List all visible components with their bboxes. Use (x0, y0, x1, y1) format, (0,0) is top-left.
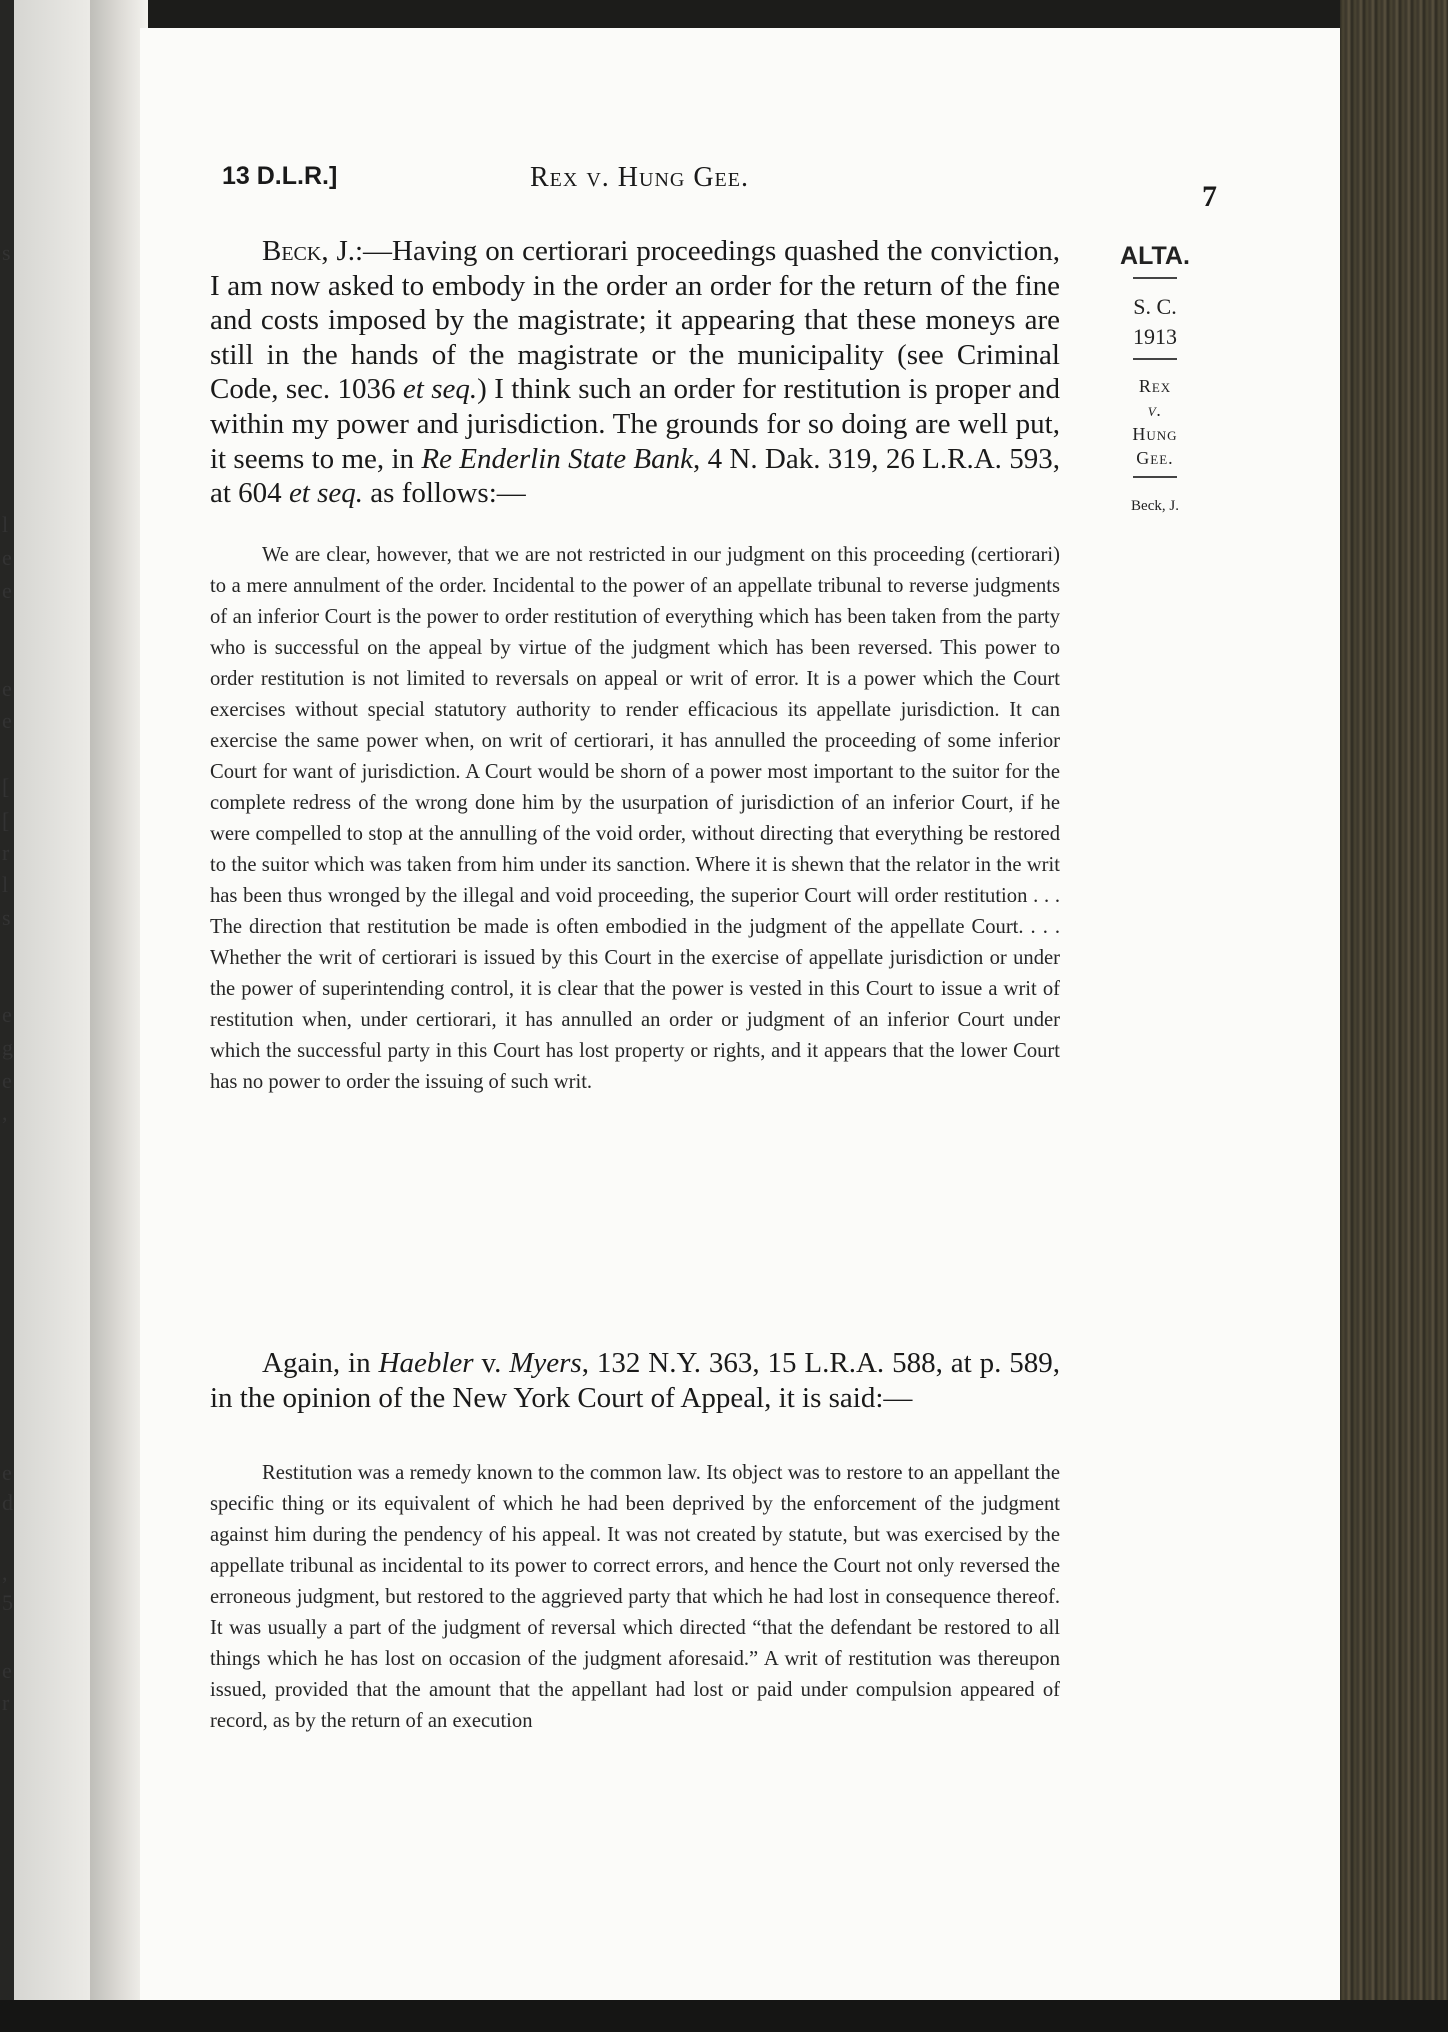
reporter-citation: 13 D.L.R.] (222, 162, 338, 190)
divider (1133, 476, 1177, 478)
quote-text: We are clear, however, that we are not restricted in our judgment on this proceeding (certiorari) to a mere annulment of the order. Incidental to the power of an appellate tribunal to reverse judgments of an inferior Court is the power to order restitution of everything which has been taken from the party who is successful on the appeal by virtue of the judgment which has been reversed. This power to order restitution is not limited to reversals on appeal or writ of error. It is a power which the Court exercises without special statutory authority to render efficacious its appellate jurisdiction. It can exercise the same power when, on writ of certiorari, it has annulled the proceeding of some inferior Court for want of jurisdiction. A Court would be shorn of a power most important to the suitor for the complete redress of the wrong done him by the usurpation of jurisdiction of an inferior Court, if he were compelled to stop at the annulling of the void order, without directing that everything be restored to the suitor which was taken from him under its sanction. Where it is shewn that the relator in the writ has been thus wronged by the illegal and void proceeding, the superior Court will order restitution . . . The direction that restitution be made is often embodied in the judgment of the appellate Court. . . . Whether the writ of certiorari is issued by this Court in the exercise of appellate jurisdiction or under the power of superintending control, it is clear that the power is vested in this Court to issue a writ of restitution when, under certiorari, it has annulled an order or judgment of an inferior Court under which the successful party in this Court has lost property or rights, and it appears that the lower Court has no power to order the issuing of such writ. (210, 544, 1060, 1093)
page-edges (1340, 0, 1448, 2032)
paragraph-text: Again, in (262, 1347, 379, 1379)
fragment: 5 (2, 1590, 13, 1615)
fragment: e (2, 545, 12, 570)
block-quote (210, 1458, 1060, 1737)
case-name: Myers (509, 1347, 582, 1379)
fragment: [ (2, 808, 10, 833)
case-name-line: Gee. (1136, 448, 1174, 468)
fragment: s (2, 240, 11, 265)
fragment: e (2, 1460, 12, 1485)
block-quote (210, 540, 1060, 1098)
fragment: g (2, 1035, 13, 1060)
paragraph-text: :—Having on certiorari proceedings quashed the conviction, I am now asked to embody in the order an order for the return of the fine and costs imposed by the magistrate; it appearing that these moneys are still in the hands of the magistrate or the municipality (see Criminal Code, sec. 1036 (210, 235, 1060, 406)
judgment-paragraph (210, 1346, 1060, 1415)
province-label: ALTA. (1120, 242, 1190, 270)
judge-name: Beck, J. (262, 235, 355, 267)
fragment: s (2, 905, 11, 930)
case-name: Haebler (378, 1347, 474, 1379)
scan-border (0, 2000, 1448, 2032)
judgment-paragraph (210, 234, 1060, 511)
fragment: e (2, 1002, 12, 1027)
citation-italic: et seq. (402, 373, 478, 406)
fragment: e (2, 676, 12, 701)
fragment: r (2, 1690, 10, 1715)
fragment: e (2, 1658, 12, 1683)
fragment: d (2, 1490, 13, 1515)
fragment: , (2, 1100, 8, 1125)
paragraph-text: , 132 N.Y. 363, 15 L.R.A. 588, at p. 589, in the opinion of the New York Court of Appeal, it is said:— (210, 1347, 1061, 1414)
paragraph-text: v. (473, 1347, 510, 1379)
sidenote-province (1110, 242, 1200, 285)
fragment: e (2, 708, 12, 733)
case-name-line: v. (1147, 400, 1163, 420)
case-name-line: Hung (1132, 424, 1178, 444)
paragraph-text: as follows:— (363, 477, 526, 510)
sidenote-court (1110, 292, 1200, 366)
paragraph-text: , 4 N. Dak. 319, 26 L.R.A. 593, at 604 (210, 442, 1060, 510)
fragment: [ (2, 774, 10, 799)
page-number: 7 (1202, 180, 1217, 213)
court-label: S. C. (1133, 294, 1177, 319)
fragment: r (2, 840, 10, 865)
fragment: l (2, 872, 9, 897)
fragment: , (2, 1560, 8, 1585)
citation-italic: et seq. (288, 477, 364, 510)
facing-page-text-fragments (0, 0, 20, 2032)
case-name-line: Rex (1138, 376, 1172, 396)
divider (1133, 358, 1177, 360)
year-label: 1913 (1133, 324, 1177, 349)
divider (1133, 277, 1177, 279)
fragment: e (2, 578, 12, 603)
fragment: e (2, 1068, 12, 1093)
case-name: Re Enderlin State Bank (421, 442, 693, 475)
sidenote-case (1110, 374, 1200, 484)
running-case-title: Rex v. Hung Gee. (530, 162, 749, 193)
quote-text: Restitution was a remedy known to the common law. Its object was to restore to an appellant the specific thing or its equivalent of which he had been deprived by the enforcement of the judgment against him during the pendency of his appeal. It was not created by statute, but was exercised by the appellate tribunal as incidental to its power to correct errors, and hence the Court not only reversed the erroneous judgment, but restored to the aggrieved party that which he had lost in consequence thereof. It was usually a part of the judgment of reversal which directed “that the defendant be restored to all things which he has lost on occasion of the judgment aforesaid.” A writ of restitution was thereupon issued, provided that the amount that the appellant had lost or paid under compulsion appeared of record, as by the return of an execution (210, 1462, 1060, 1732)
paragraph-text: ) I think such an order for restitution is proper and within my power and jurisdiction. The grounds for so doing are well put, it seems to me, in (210, 373, 1060, 475)
sidenote-judge: Beck, J. (1131, 498, 1179, 514)
fragment: l (2, 512, 9, 537)
